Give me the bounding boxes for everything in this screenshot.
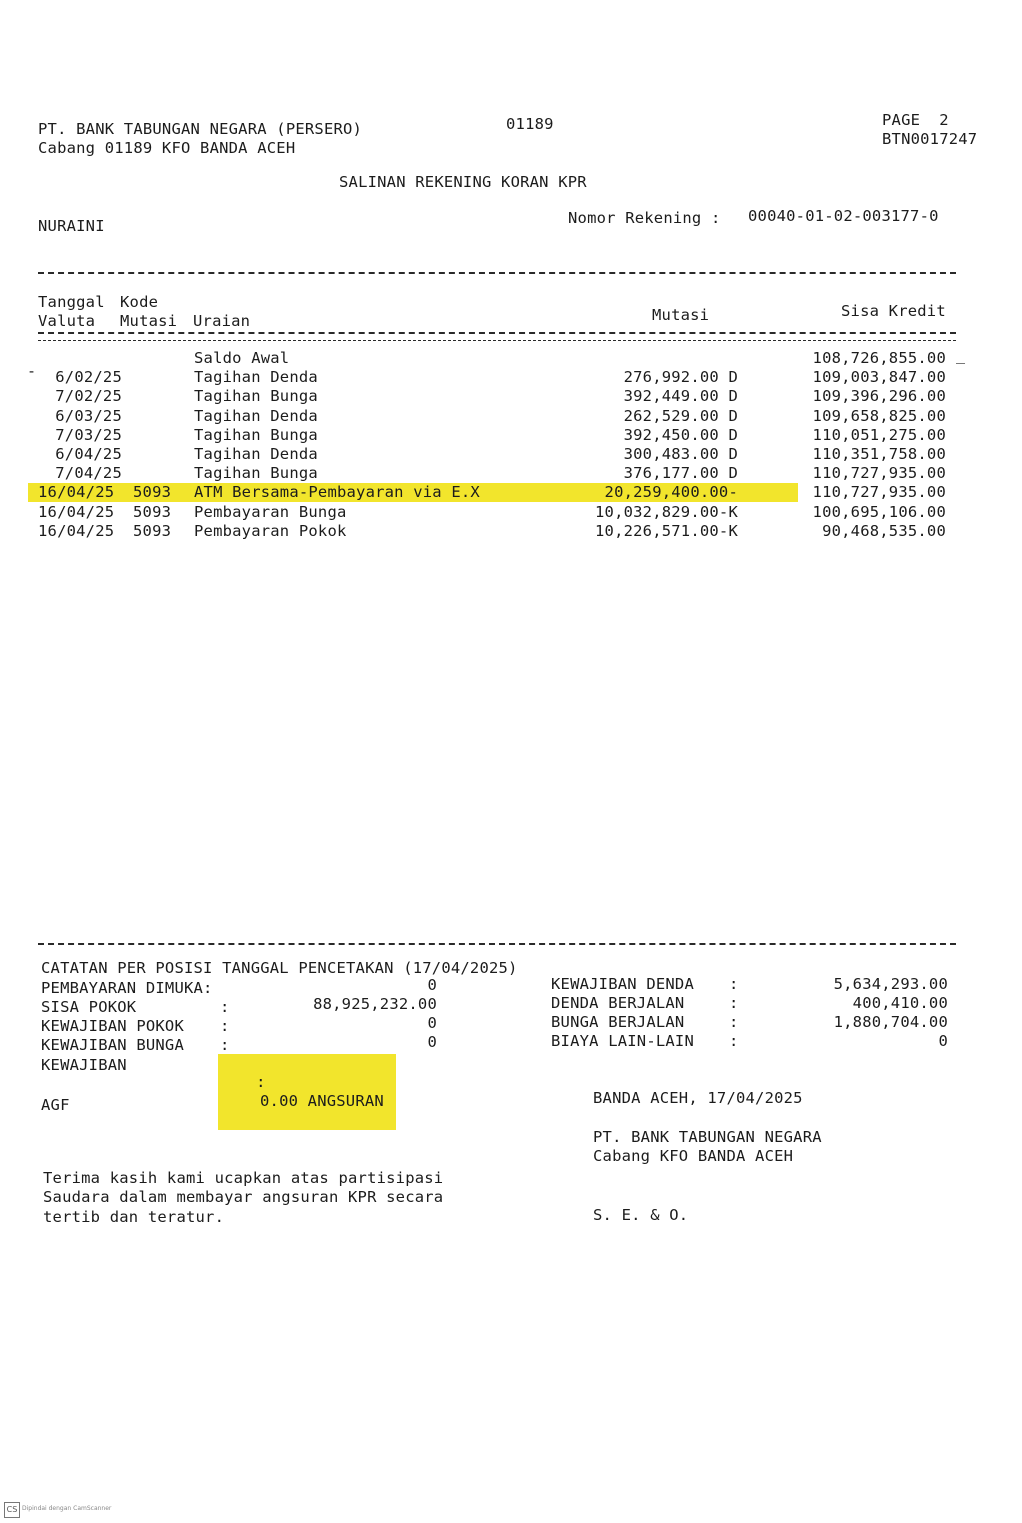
row-description: Tagihan Denda: [194, 445, 318, 463]
row-date: 7/03/25: [55, 426, 122, 444]
summary-right-label: KEWAJIBAN DENDA: [551, 975, 694, 993]
seo-note: S. E. & O.: [593, 1206, 689, 1224]
col-mutasi-kode: Mutasi: [120, 312, 178, 330]
summary-right-label: BIAYA LAIN-LAIN: [551, 1032, 694, 1050]
statement-title: SALINAN REKENING KORAN KPR: [339, 173, 587, 191]
account-number: 00040-01-02-003177-0: [748, 207, 939, 225]
summary-right-value: 5,634,293.00: [833, 975, 948, 993]
row-date: 6/04/25: [55, 445, 122, 463]
row-sisa-kredit: 110,727,935.00: [812, 483, 946, 501]
row-date: 6/03/25: [55, 407, 122, 425]
row-mutasi: 10,226,571.00-K: [595, 522, 738, 540]
row-sisa-kredit: 110,051,275.00: [812, 426, 946, 444]
row-sisa-kredit: 110,727,935.00: [812, 464, 946, 482]
divider-header-2: [38, 340, 956, 341]
summary-right-label: DENDA BERJALAN: [551, 994, 685, 1012]
bank-signature-2: Cabang KFO BANDA ACEH: [593, 1147, 794, 1165]
row-code: 5093: [133, 503, 172, 521]
camscanner-logo: CS: [4, 1502, 20, 1518]
kewajiban-value: 0.00 ANGSURAN: [260, 1092, 384, 1110]
row-mutasi: 10,032,829.00-K: [595, 503, 738, 521]
place-date: BANDA ACEH, 17/04/2025: [593, 1089, 803, 1107]
camscanner-text: Dipindai dengan CamScanner: [22, 1505, 112, 1512]
summary-left-value: 88,925,232.00: [313, 995, 437, 1013]
thanks-line-3: tertib dan teratur.: [43, 1208, 225, 1226]
row-date: 7/02/25: [55, 387, 122, 405]
row-mutasi: 20,259,400.00-: [604, 483, 738, 501]
summary-left-colon: :: [220, 1017, 230, 1035]
row-description: Saldo Awal: [194, 349, 290, 367]
table-row: [0, 368, 1022, 387]
summary-left-colon: :: [220, 1036, 230, 1054]
doc-code: BTN0017247: [882, 130, 978, 148]
row-sisa-kredit: 110,351,758.00: [812, 445, 946, 463]
row-mutasi: 392,449.00 D: [623, 387, 738, 405]
summary-left-value: 0: [427, 976, 437, 994]
table-row: [0, 522, 1022, 541]
summary-left-label: KEWAJIBAN BUNGA: [41, 1036, 184, 1054]
row-date: 16/04/25: [38, 503, 115, 521]
thanks-line-1: Terima kasih kami ucapkan atas partisipasi: [43, 1169, 444, 1187]
summary-right-colon: :: [729, 975, 739, 993]
row-date: 16/04/25: [38, 522, 115, 540]
row-description: Tagihan Bunga: [194, 387, 318, 405]
row-mutasi: 300,483.00 D: [623, 445, 738, 463]
row-mutasi: 276,992.00 D: [623, 368, 738, 386]
row-description: ATM Bersama-Pembayaran via E.X: [194, 483, 480, 501]
table-row: [0, 349, 1022, 368]
table-row: [0, 483, 1022, 502]
row-code: 5093: [133, 483, 172, 501]
margin-tick-left: -: [27, 362, 37, 380]
kewajiban-colon: :: [256, 1073, 266, 1091]
summary-left-colon: :: [220, 998, 230, 1016]
summary-right-colon: :: [729, 994, 739, 1012]
table-row: [0, 426, 1022, 445]
row-date: 6/02/25: [55, 368, 122, 386]
col-valuta: Valuta: [38, 312, 96, 330]
table-row: [0, 445, 1022, 464]
kewajiban-highlight: [218, 1054, 396, 1130]
bank-name: PT. BANK TABUNGAN NEGARA (PERSERO): [38, 120, 363, 138]
row-description: Tagihan Denda: [194, 407, 318, 425]
summary-left-value: 0: [427, 1014, 437, 1032]
col-sisa-kredit: Sisa Kredit: [841, 302, 946, 320]
row-sisa-kredit: 109,396,296.00: [812, 387, 946, 405]
branch-line: Cabang 01189 KFO BANDA ACEH: [38, 139, 296, 157]
col-mutasi: Mutasi: [652, 306, 710, 324]
row-description: Pembayaran Pokok: [194, 522, 347, 540]
row-sisa-kredit: 109,658,825.00: [812, 407, 946, 425]
row-mutasi: 376,177.00 D: [623, 464, 738, 482]
row-mutasi: 262,529.00 D: [623, 407, 738, 425]
summary-left-label: SISA POKOK: [41, 998, 137, 1016]
row-description: Tagihan Bunga: [194, 464, 318, 482]
summary-left-label: KEWAJIBAN POKOK: [41, 1017, 184, 1035]
divider-header: [38, 332, 956, 334]
row-sisa-kredit: 90,468,535.00: [822, 522, 946, 540]
row-description: Tagihan Bunga: [194, 426, 318, 444]
row-date: 16/04/25: [38, 483, 115, 501]
summary-left-label: PEMBAYARAN DIMUKA:: [41, 979, 213, 997]
summary-right-value: 0: [938, 1032, 948, 1050]
summary-right-value: 400,410.00: [852, 994, 948, 1012]
col-tanggal: Tanggal: [38, 293, 105, 311]
thanks-line-2: Saudara dalam membayar angsuran KPR secara: [43, 1188, 444, 1206]
summary-left-value: 0: [427, 1033, 437, 1051]
row-date: 7/04/25: [55, 464, 122, 482]
row-sisa-kredit: 100,695,106.00: [812, 503, 946, 521]
page-label: PAGE 2: [882, 111, 949, 129]
bank-signature-1: PT. BANK TABUNGAN NEGARA: [593, 1128, 822, 1146]
table-row: [0, 464, 1022, 483]
account-label: Nomor Rekening :: [568, 209, 721, 227]
branch-code: 01189: [506, 115, 554, 133]
row-code: 5093: [133, 522, 172, 540]
col-kode: Kode: [120, 293, 159, 311]
summary-right-label: BUNGA BERJALAN: [551, 1013, 685, 1031]
summary-right-colon: :: [729, 1032, 739, 1050]
row-sisa-kredit: 109,003,847.00: [812, 368, 946, 386]
divider-bottom: [38, 943, 956, 945]
table-row: [0, 387, 1022, 406]
row-description: Pembayaran Bunga: [194, 503, 347, 521]
row-description: Tagihan Denda: [194, 368, 318, 386]
summary-right-colon: :: [729, 1013, 739, 1031]
summary-right-value: 1,880,704.00: [833, 1013, 948, 1031]
table-row: [0, 503, 1022, 522]
summary-heading: CATATAN PER POSISI TANGGAL PENCETAKAN (17/04/2025): [41, 959, 518, 977]
margin-tick-right: _: [956, 346, 966, 364]
operator-code: AGF: [41, 1096, 70, 1114]
kewajiban-label: KEWAJIBAN: [41, 1056, 127, 1074]
col-uraian: Uraian: [193, 312, 251, 330]
customer-name: NURAINI: [38, 217, 105, 235]
row-sisa-kredit: 108,726,855.00: [812, 349, 946, 367]
row-mutasi: 392,450.00 D: [623, 426, 738, 444]
table-row: [0, 407, 1022, 426]
divider-top: [38, 272, 956, 274]
